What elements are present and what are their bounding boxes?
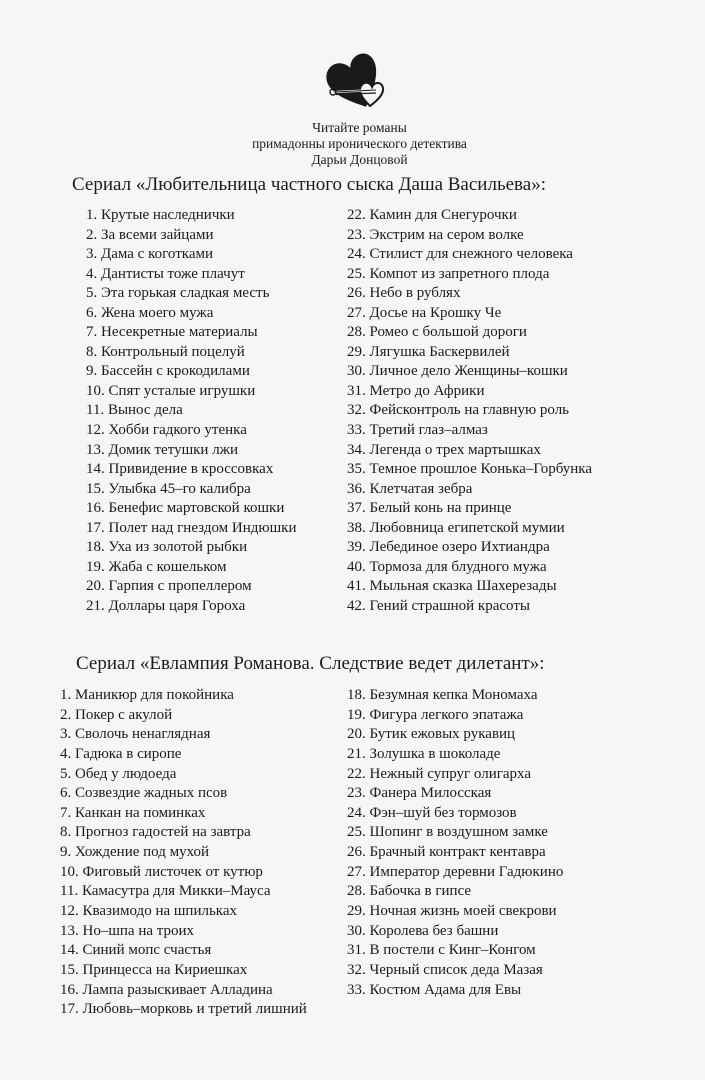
book-title-item: 40. Тормоза для блудного мужа [347,558,547,575]
book-title-item: 41. Мыльная сказка Шахерезады [347,578,557,595]
book-title-item: 33. Костюм Адама для Евы [347,981,522,998]
book-title-item: 11. Вынос дела [86,402,183,419]
book-title-item: 17. Любовь–морковь и третий лишний [60,1001,307,1018]
book-title-item: 29. Лягушка Баскервилей [347,343,510,360]
book-title-item: 34. Легенда о трех мартышках [347,441,541,458]
intro-text [0,120,705,168]
book-title-item: 30. Королева без башни [347,922,499,939]
book-title-item: 6. Созвездие жадных псов [60,785,228,802]
series-2-title: Сериал «Евлампия Романова. Следствие ведет дилетант»: [76,653,545,674]
intro-line-2: примадонны иронического детектива [252,136,467,151]
book-title-item: 9. Хождение под мухой [60,844,210,861]
book-title-item: 19. Фигура легкого эпатажа [347,706,524,723]
book-title-item: 28. Ромео с большой дороги [347,324,527,341]
book-title-item: 22. Нежный супруг олигарха [347,765,532,782]
book-title-item: 10. Фиговый листочек от кутюр [60,863,263,880]
book-title-item: 12. Хобби гадкого утенка [86,422,247,439]
book-title-item: 21. Золушка в шоколаде [347,745,501,762]
heart-safety-pin-logo [318,46,398,116]
book-title-item: 23. Фанера Милосская [347,785,492,802]
book-title-item: 24. Стилист для снежного человека [347,246,573,263]
book-title-item: 42. Гений страшной красоты [347,597,530,614]
book-title-item: 1. Крутые наследнички [86,207,235,223]
book-title-item: 36. Клетчатая зебра [347,480,473,497]
book-title-item: 7. Канкан на поминках [60,804,206,821]
book-title-item: 33. Третий глаз–алмаз [347,422,488,439]
book-title-item: 13. Домик тетушки лжи [86,441,239,458]
book-title-item: 26. Брачный контракт кентавра [347,844,546,861]
book-title-item: 28. Бабочка в гипсе [347,883,472,900]
book-title-item: 20. Гарпия с пропеллером [86,578,252,595]
book-title-item: 22. Камин для Снегурочки [347,207,517,223]
book-title-item: 31. В постели с Кинг–Конгом [347,942,536,959]
book-title-item: 7. Несекретные материалы [86,324,258,341]
book-title-item: 30. Личное дело Женщины–кошки [347,363,568,380]
series-1-title: Сериал «Любительница частного сыска Даша Васильева»: [72,174,546,195]
book-title-item: 32. Черный список деда Мазая [347,961,543,978]
series-2-list-left [60,686,307,1020]
book-title-item: 9. Бассейн с крокодилами [86,363,250,380]
book-title-item: 35. Темное прошлое Конька–Горбунка [347,461,593,478]
book-title-item: 10. Спят усталые игрушки [86,382,256,399]
book-title-item: 14. Синий мопс счастья [60,942,212,959]
book-title-item: 4. Дантисты тоже плачут [86,265,245,282]
book-title-item: 15. Принцесса на Кириешках [60,961,248,978]
book-title-item: 31. Метро до Африки [347,382,485,399]
book-title-item: 27. Император деревни Гадюкино [347,863,564,880]
book-title-item: 25. Компот из запретного плода [347,265,550,282]
book-title-item: 27. Досье на Крошку Че [347,304,502,321]
book-title-item: 3. Дама с коготками [86,246,213,263]
book-title-item: 5. Обед у людоеда [60,765,177,782]
book-title-item: 17. Полет над гнездом Индюшки [86,519,297,536]
book-title-item: 23. Экстрим на сером волке [347,226,524,243]
book-title-item: 25. Шопинг в воздушном замке [347,824,548,841]
book-title-item: 11. Камасутра для Микки–Мауса [60,883,271,900]
book-title-item: 4. Гадюка в сиропе [60,745,182,762]
book-title-item: 24. Фэн–шуй без тормозов [347,804,517,821]
book-title-item: 32. Фейсконтроль на главную роль [347,402,570,419]
book-title-item: 21. Доллары царя Гороха [86,597,246,614]
book-title-item: 5. Эта горькая сладкая месть [86,285,270,302]
book-title-item: 1. Маникюр для покойника [60,687,234,703]
series-2-list-right [347,686,563,1000]
book-title-item: 15. Улыбка 45–го калибра [86,480,251,497]
book-title-item: 26. Небо в рублях [347,285,461,302]
book-title-item: 37. Белый конь на принце [347,500,512,517]
book-title-item: 8. Прогноз гадостей на завтра [60,824,251,841]
book-title-item: 38. Любовница египетской мумии [347,519,565,536]
book-title-item: 14. Привидение в кроссовках [86,461,274,478]
book-title-item: 12. Квазимодо на шпильках [60,903,238,920]
book-title-item: 6. Жена моего мужа [86,304,214,321]
book-title-item: 16. Бенефис мартовской кошки [86,500,285,517]
book-title-item: 13. Но–шпа на троих [60,922,195,939]
book-title-item: 18. Безумная кепка Мономаха [347,687,538,703]
book-title-item: 39. Лебединое озеро Ихтиандра [347,539,550,556]
book-title-item: 3. Сволочь ненаглядная [60,726,211,743]
book-title-item: 8. Контрольный поцелуй [86,343,245,360]
book-title-item: 18. Уха из золотой рыбки [86,539,248,556]
book-title-item: 2. За всеми зайцами [86,226,214,243]
series-1-list-left [86,206,296,616]
book-title-item: 29. Ночная жизнь моей свекрови [347,903,557,920]
book-title-item: 20. Бутик ежовых рукавиц [347,726,516,743]
intro-line-1: Читайте романы [312,120,407,135]
book-title-item: 16. Лампа разыскивает Алладина [60,981,273,998]
series-1-list-right [347,206,592,616]
book-title-item: 2. Покер с акулой [60,706,173,723]
book-title-item: 19. Жаба с кошельком [86,558,227,575]
intro-line-3: Дарьи Донцовой [311,152,408,167]
